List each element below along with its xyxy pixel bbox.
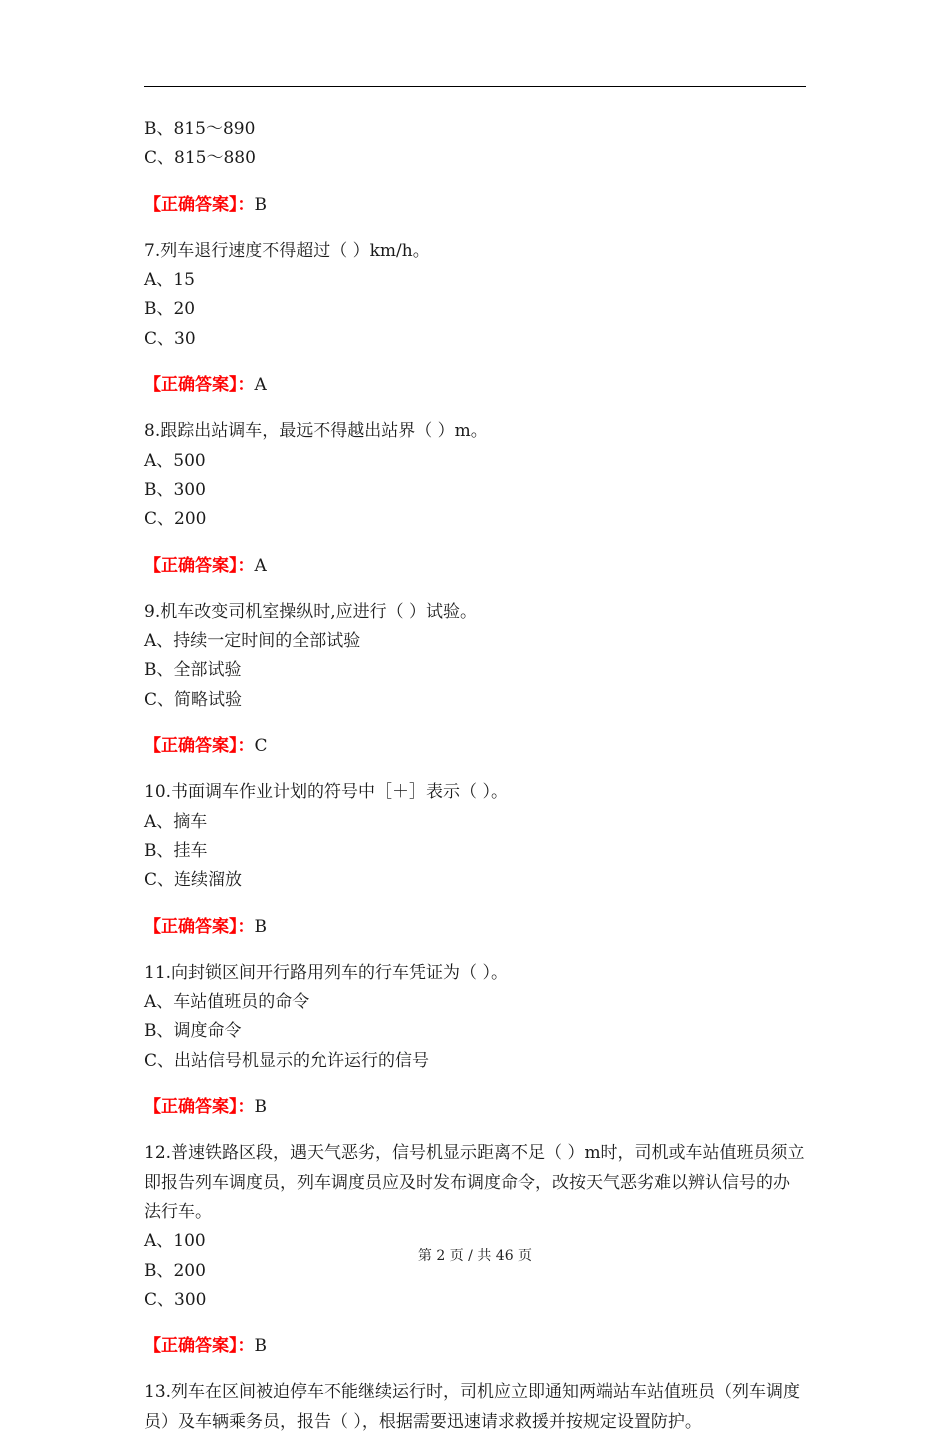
answer-line xyxy=(144,732,806,761)
option: B、挂车 xyxy=(144,840,208,861)
question-stem: 12.普速铁路区段，遇天气恶劣，信号机显示距离不足（ ）m时，司机或车站值班员须立即报告列车调度员，列车调度员应及时发布调度命令，改按天气恶劣难以辨认信号的办法行车。 xyxy=(144,1143,805,1222)
question-stem: 10.书面调车作业计划的符号中［＋］表示（ ）。 xyxy=(144,782,508,803)
option: A、持续一定时间的全部试验 xyxy=(144,631,361,652)
option: C、出站信号机显示的允许运行的信号 xyxy=(144,1050,430,1071)
answer-line xyxy=(144,552,806,581)
option: C、300 xyxy=(144,1289,207,1310)
option: C、连续溜放 xyxy=(144,870,243,891)
question-stem: 7.列车退行速度不得超过（ ）km/h。 xyxy=(144,240,430,261)
option: A、车站值班员的命令 xyxy=(144,992,310,1013)
answer-label: 【正确答案】： xyxy=(144,916,255,937)
answer-label: 【正确答案】： xyxy=(144,1336,255,1357)
option: C、815～880 xyxy=(144,148,256,169)
answer-line xyxy=(144,1332,806,1361)
question-stem: 13.列车在区间被迫停车不能继续运行时，司机应立即通知两端站车站值班员（列车调度员）及车辆乘务员，报告（ ），根据需要迅速请求救援并按规定设置防护。 xyxy=(144,1382,801,1432)
answer-label: 【正确答案】： xyxy=(144,194,255,215)
answer-label: 【正确答案】： xyxy=(144,736,255,757)
question-stem: 8.跟踪出站调车，最远不得越出站界（ ）m。 xyxy=(144,421,488,442)
question-stem: 11.向封锁区间开行路用列车的行车凭证为（ ）。 xyxy=(144,962,508,983)
answer-value: B xyxy=(254,1336,267,1357)
option: C、30 xyxy=(144,328,196,349)
option: B、20 xyxy=(144,299,196,320)
answer-value: B xyxy=(254,916,267,937)
option: A、100 xyxy=(144,1231,206,1252)
answer-label: 【正确答案】： xyxy=(144,375,255,396)
header-rule xyxy=(144,86,806,87)
page-footer: 第 2 页 / 共 46 页 xyxy=(417,1248,533,1264)
question-stem: 9.机车改变司机室操纵时,应进行（ ）试验。 xyxy=(144,601,478,622)
option: B、全部试验 xyxy=(144,660,242,681)
option: B、调度命令 xyxy=(144,1021,242,1042)
option: B、300 xyxy=(144,479,206,500)
answer-value: A xyxy=(254,375,267,396)
answer-value: B xyxy=(254,194,267,215)
answer-line xyxy=(144,913,806,942)
answer-line xyxy=(144,371,806,400)
option: C、简略试验 xyxy=(144,689,243,710)
option: A、15 xyxy=(144,270,195,291)
answer-line xyxy=(144,191,806,220)
option: B、815～890 xyxy=(144,119,256,139)
answer-value: C xyxy=(254,736,268,757)
option: A、500 xyxy=(144,450,206,471)
option: C、200 xyxy=(144,509,207,530)
answer-value: B xyxy=(254,1097,267,1118)
answer-label: 【正确答案】： xyxy=(144,1097,255,1118)
answer-line xyxy=(144,1093,806,1122)
document-body xyxy=(144,115,806,1437)
answer-value: A xyxy=(254,555,267,576)
option: B、200 xyxy=(144,1260,206,1281)
option: A、摘车 xyxy=(144,811,208,832)
answer-label: 【正确答案】： xyxy=(144,555,255,576)
